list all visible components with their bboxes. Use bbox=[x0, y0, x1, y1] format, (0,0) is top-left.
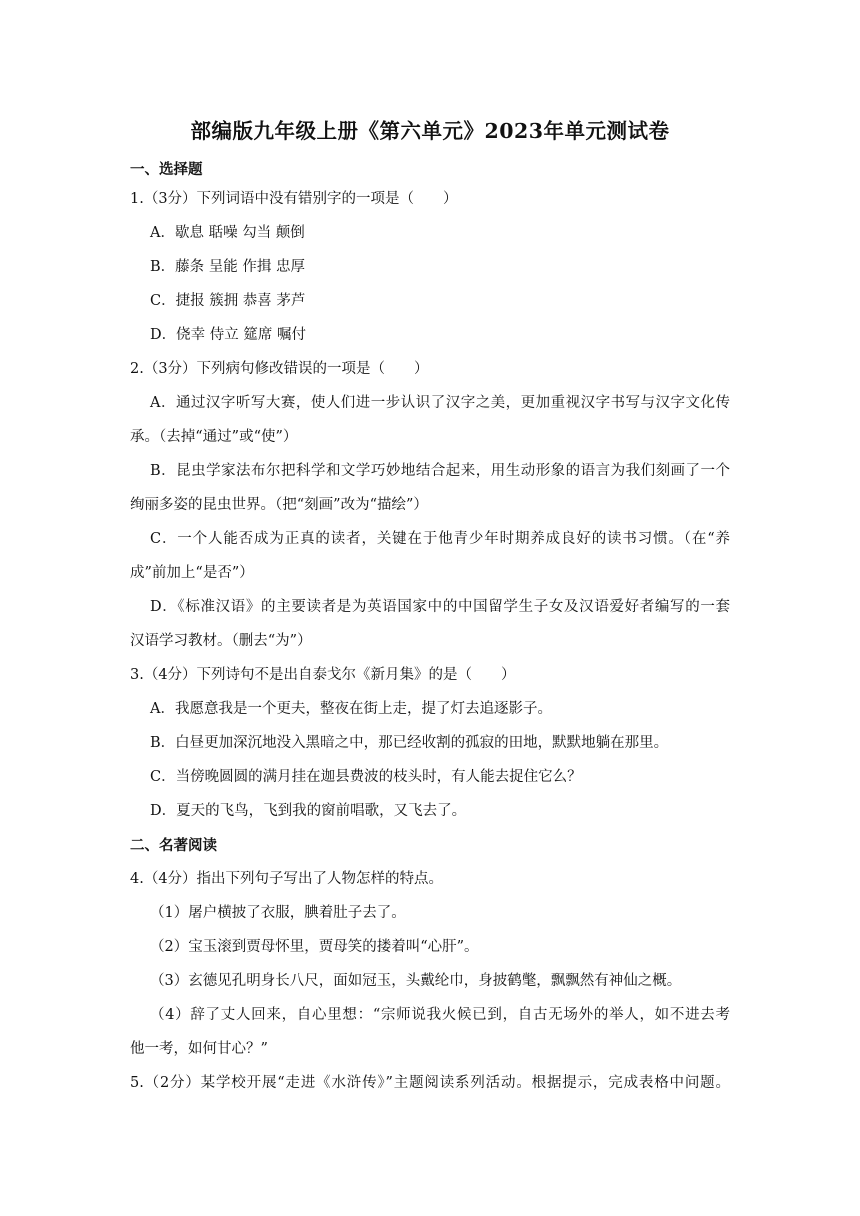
question-4-item-2: （2）宝玉滚到贾母怀里，贾母笑的搂着叫“心肝”。 bbox=[150, 939, 479, 955]
question-4-item-3: （3）玄德见孔明身长八尺，面如冠玉，头戴纶巾，身披鹤氅，飘飘然有神仙之概。 bbox=[150, 973, 682, 989]
question-3-option-b: B．白昼更加深沉地没入黑暗之中，那已经收割的孤寂的田地，默默地躺在那里。 bbox=[150, 735, 669, 751]
question-1-stem: 1.（3分）下列词语中没有错别字的一项是（ ） bbox=[130, 191, 458, 207]
question-3-option-d: D．夏天的飞鸟，飞到我的窗前唱歌，又飞去了。 bbox=[150, 803, 467, 819]
section-heading-choice: 一、选择题 bbox=[130, 161, 203, 178]
question-1-option-b: B．藤条 呈能 作揖 忠厚 bbox=[150, 259, 305, 275]
question-2-option-c-line-1: C．一个人能否成为正真的读者，关键在于他青少年时期养成良好的读书习惯。（在“养 bbox=[150, 531, 730, 547]
question-3-option-a: A．我愿意我是一个更夫，整夜在街上走，提了灯去追逐影子。 bbox=[150, 701, 552, 717]
section-heading-reading: 二、名著阅读 bbox=[130, 837, 217, 854]
question-2-option-d-line-2: 汉语学习教材。（删去“为”） bbox=[130, 633, 312, 649]
question-2-option-b-line-1: B．昆虫学家法布尔把科学和文学巧妙地结合起来，用生动形象的语言为我们刻画了一个 bbox=[150, 463, 730, 479]
page-title: 部编版九年级上册《第六单元》2023年单元测试卷 bbox=[190, 119, 670, 143]
question-1-option-d: D．侥幸 侍立 筵席 嘱付 bbox=[150, 327, 306, 343]
question-4-item-4-line-1: （4）辞了丈人回来，自心里想：“宗师说我火候已到，自古无场外的举人，如不进去考 bbox=[150, 1007, 730, 1023]
question-2-option-d-line-1: D．《标准汉语》的主要读者是为英语国家中的中国留学生子女及汉语爱好者编写的一套 bbox=[150, 599, 730, 615]
question-2-option-b-line-2: 绚丽多姿的昆虫世界。（把“刻画”改为“描绘”） bbox=[130, 497, 428, 513]
question-5-stem: 5.（2分）某学校开展“走进《水浒传》”主题阅读系列活动。根据提示，完成表格中问题。 bbox=[130, 1075, 730, 1091]
question-2-stem: 2.（3分）下列病句修改错误的一项是（ ） bbox=[130, 361, 429, 377]
question-3-stem: 3.（4分）下列诗句不是出自泰戈尔《新月集》的是（ ） bbox=[130, 667, 516, 683]
question-4-item-1: （1）屠户横披了衣服，腆着肚子去了。 bbox=[150, 905, 406, 921]
question-2-option-a-line-1: A．通过汉字听写大赛，使人们进一步认识了汉字之美，更加重视汉字书写与汉字文化传 bbox=[150, 395, 730, 411]
question-1-option-a: A．歇息 聒噪 勾当 颠倒 bbox=[150, 225, 305, 241]
question-4-item-4-line-2: 他一考，如何甘心？” bbox=[130, 1041, 268, 1057]
question-1-option-c: C．捷报 簇拥 恭喜 茅芦 bbox=[150, 293, 306, 309]
question-4-stem: 4.（4分）指出下列句子写出了人物怎样的特点。 bbox=[130, 871, 444, 887]
question-2-option-c-line-2: 成”前加上“是否”） bbox=[130, 565, 254, 581]
question-3-option-c: C．当傍晚圆圆的满月挂在迦县费波的枝头时，有人能去捉住它么？ bbox=[150, 769, 582, 785]
question-2-option-a-line-2: 承。（去掉“通过”或“使”） bbox=[130, 429, 298, 445]
